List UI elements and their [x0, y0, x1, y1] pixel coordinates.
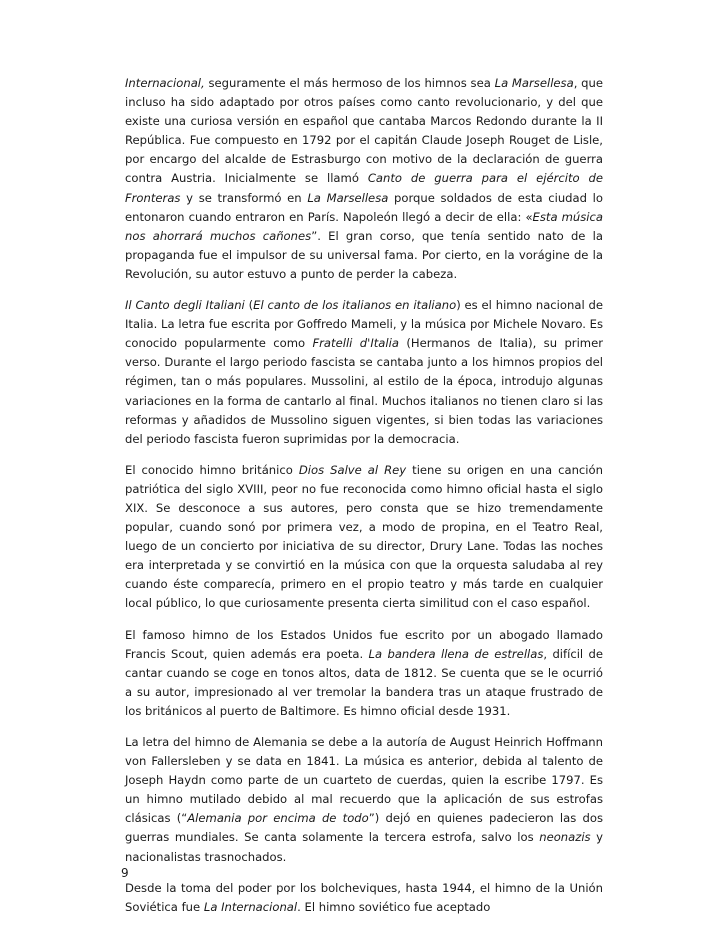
text-run: La letra del himno de Alemania se debe a la autoría de August Heinrich Hoffmann von Fallersleben y se data en 1841. La música es anterior, debida al talento de Joseph Haydn como parte de un cuarteto de cuerdas, quien la escribe 1797. Es un himno mutilado debido al mal recuerdo que la aplicación de sus estrofas clásicas (“: [125, 735, 603, 826]
italic-text: La bandera llena de estrellas: [368, 646, 544, 661]
paragraph-estados-unidos: [125, 626, 603, 721]
paragraph-union-sovietica: [125, 879, 603, 917]
italic-text: Dios Salve al Rey: [298, 462, 407, 477]
text-run: . El himno soviético fue aceptado: [297, 899, 491, 914]
document-body: [125, 74, 603, 929]
page-number: 9: [121, 866, 129, 880]
paragraph-alemania: [125, 733, 603, 867]
italic-text: La Internacional: [203, 899, 298, 914]
text-run: ”. El gran corso, que tenía sentido nato de la propaganda fue el impulsor de su universal fama. Por cierto, en la vorágine de la Revolución, su autor estuvo a punto de perder la cabeza.: [125, 228, 604, 281]
text-run: seguramente el más hermoso de los himnos sea: [204, 76, 495, 90]
italic-text: La Marsellesa: [494, 76, 574, 90]
text-run: tiene su origen en una canción patriótica del siglo XVIII, peor no fue reconocida como himno oficial hasta el siglo XIX. Se desconoce a sus autores, pero consta que se hizo tremendamente popular, cuando sonó por primera vez, a modo de propina, en el Teatro Real, luego de un concierto por iniciativa de su director, Drury Lane. Todas las noches era interpretada y se convirtió en la música con que la orquesta saludaba al rey cuando éste comparecía, primero en el propio teatro y más tarde en cualquier local público, lo que curiosamente presenta cierta similitud con el caso español.: [125, 462, 603, 611]
italic-text: Il Canto degli Italiani: [125, 298, 245, 313]
paragraph-italia: [125, 296, 603, 449]
italic-text: Internacional,: [125, 76, 205, 90]
italic-text: Canto de guerra para el ejército de Fronteras: [125, 171, 603, 205]
italic-text: Fratelli d'Italia: [312, 336, 399, 351]
italic-text: La Marsellesa: [307, 190, 389, 205]
paragraph-britanico: [125, 461, 603, 614]
text-run: , difícil de cantar cuando se coge en tonos altos, data de 1812. Se cuenta que se le ocurrió a su autor, impresionado al ver tremolar la bandera tras un ataque frustrado de los británicos al puerto de Baltimore. Es himno oficial desde 1931.: [125, 646, 603, 718]
italic-text: El canto de los italianos en italiano: [253, 298, 457, 313]
italic-text: Alemania por encima de todo: [187, 811, 369, 826]
text-run: El famoso himno de los Estados Unidos fue escrito por un abogado llamado Francis Scout, quien además era poeta.: [125, 627, 603, 661]
text-run: y se transformó en: [180, 190, 308, 205]
text-run: El conocido himno británico: [125, 462, 299, 477]
text-run: ”) dejó en quienes padecieron las dos guerras mundiales. Se canta solamente la tercera estrofa, salvo los: [125, 811, 603, 845]
text-run: (Hermanos de Italia), su primer verso. Durante el largo periodo fascista se cantaba junto a los himnos propios del régimen, tan o más populares. Mussolini, al estilo de la época, introdujo algunas variaciones en la forma de cantarlo al final. Muchos italianos no tienen claro si las reformas y añadidos de Mussolino siguen vigentes, si bien todas las variaciones del periodo fascista fueron suprimidas por la democracia.: [125, 336, 603, 446]
text-run: (: [244, 298, 254, 313]
paragraph-internacional: [125, 74, 603, 284]
text-run: , que incluso ha sido adaptado por otros países como canto revolucionario, y del que existe una curiosa versión en español que cantaba Marcos Redondo durante la II República. Fue compuesto en 1792 por el capitán Claude Joseph Rouget de Lisle, por encargo del alcalde de Estrasburgo con motivo de la declaración de guerra contra Austria. Inicialmente se llamó: [125, 76, 603, 186]
text-run: Desde la toma del poder por los bolcheviques, hasta 1944, el himno de la Unión Soviética fue: [125, 880, 603, 914]
text-run: ) es el himno nacional de Italia. La letra fue escrita por Goffredo Mameli, y la música por Michele Novaro. Es conocido popularmente como: [125, 298, 603, 351]
text-run: porque soldados de esta ciudad lo entonaron cuando entraron en París. Napoleón llegó a decir de ella: «: [125, 190, 603, 224]
text-run: y nacionalistas trasnochados.: [125, 830, 604, 864]
italic-text: neonazis: [539, 830, 591, 845]
italic-text: Esta música nos ahorrará muchos cañones: [125, 209, 603, 243]
